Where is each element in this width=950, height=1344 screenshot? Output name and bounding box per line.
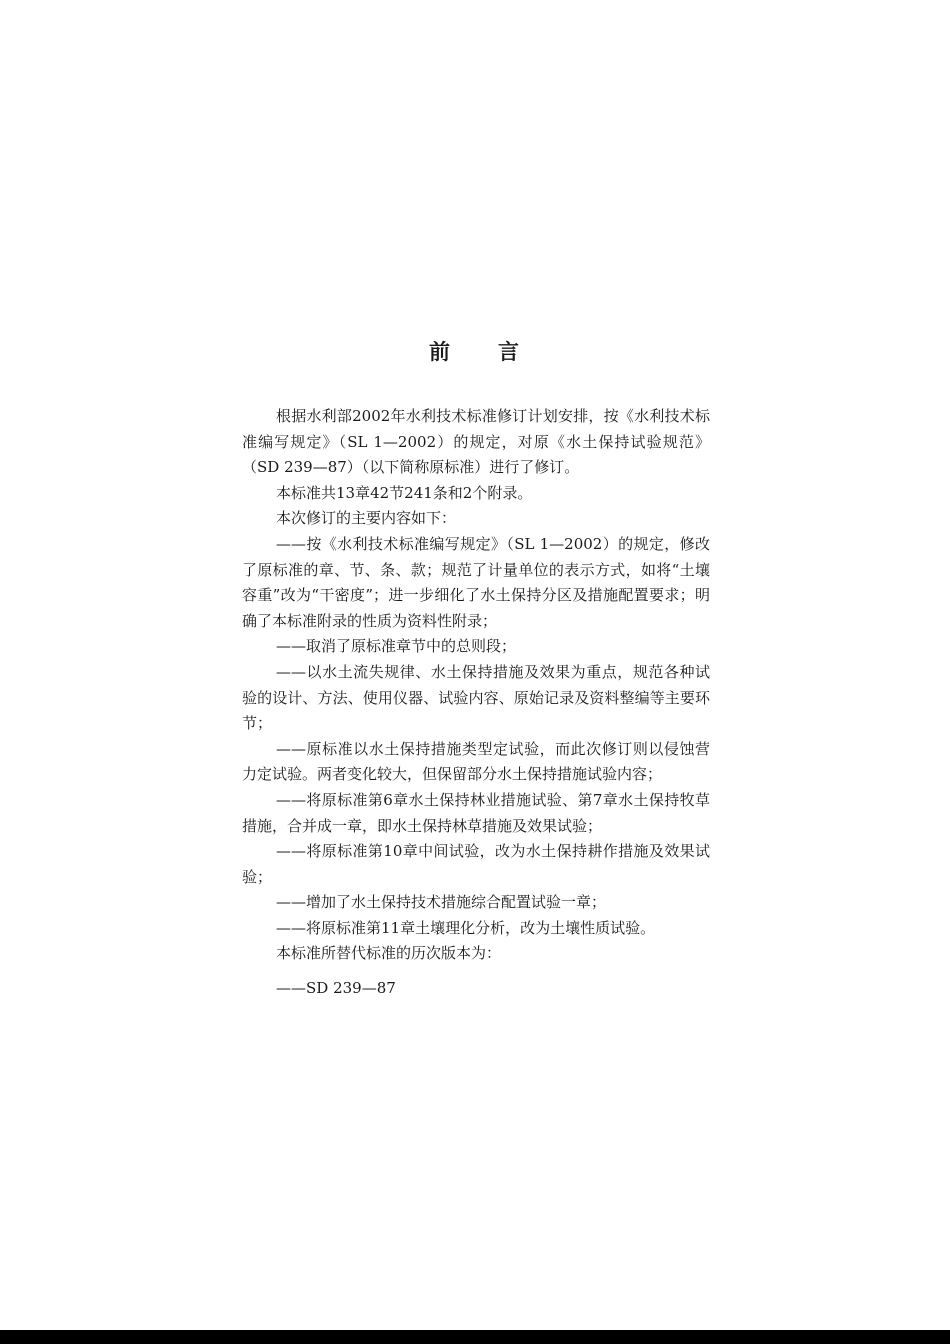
- list-item-previous-version: ——SD 239—87: [276, 979, 396, 998]
- list-item-change-6: ——将原标准第10章中间试验，改为水土保持耕作措施及效果试验；: [242, 842, 710, 886]
- list-item-change-4: ——原标准以水土保持措施类型定试验，而此次修订则以侵蚀营力定试验。两者变化较大，但保留部分水土保持措施试验内容；: [242, 739, 710, 784]
- list-item-change-8: ——将原标准第11章土壤理化分析，改为土壤性质试验。: [276, 918, 656, 937]
- list-item-change-7: ——增加了水土保持技术措施综合配置试验一章；: [276, 893, 607, 912]
- list-item-change-5: ——将原标准第6章水土保持林业措施试验、第7章水土保持牧草措施，合并成一章，即水土保持林草措施及效果试验；: [242, 790, 710, 835]
- title-char-1: 前: [429, 340, 452, 364]
- title-char-2: 言: [498, 340, 521, 364]
- paragraph-intro: 根据水利部2002年水利技术标准修订计划安排，按《水利技术标准编写规定》（SL 1—2002）的规定，对原《水土保持试验规范》（SD 239—87）（以下简称原标准）进行了修订。: [242, 407, 710, 477]
- list-item-change-3: ——以水土流失规律、水土保持措施及效果为重点，规范各种试验的设计、方法、使用仪器、试验内容、原始记录及资料整编等主要环节；: [242, 662, 710, 733]
- paragraph-changes-heading: 本次修订的主要内容如下：: [276, 509, 457, 528]
- preface-body: [242, 404, 710, 1002]
- bottom-edge-bar: [0, 1330, 950, 1344]
- list-item-change-2: ——取消了原标准章节中的总则段；: [276, 637, 517, 656]
- list-item-change-1: ——按《水利技术标准编写规定》（SL 1—2002）的规定，修改了原标准的章、节、条、款；规范了计量单位的表示方式，如将“土壤容重”改为“干密度”；进一步细化了水土保持分区及措施配置要求；明确了本标准附录的性质为资料性附录；: [242, 534, 710, 630]
- paragraph-structure: 本标准共13章42节241条和2个附录。: [276, 483, 533, 502]
- paragraph-previous-versions: 本标准所替代标准的历次版本为：: [276, 944, 502, 963]
- page-title: [0, 336, 950, 366]
